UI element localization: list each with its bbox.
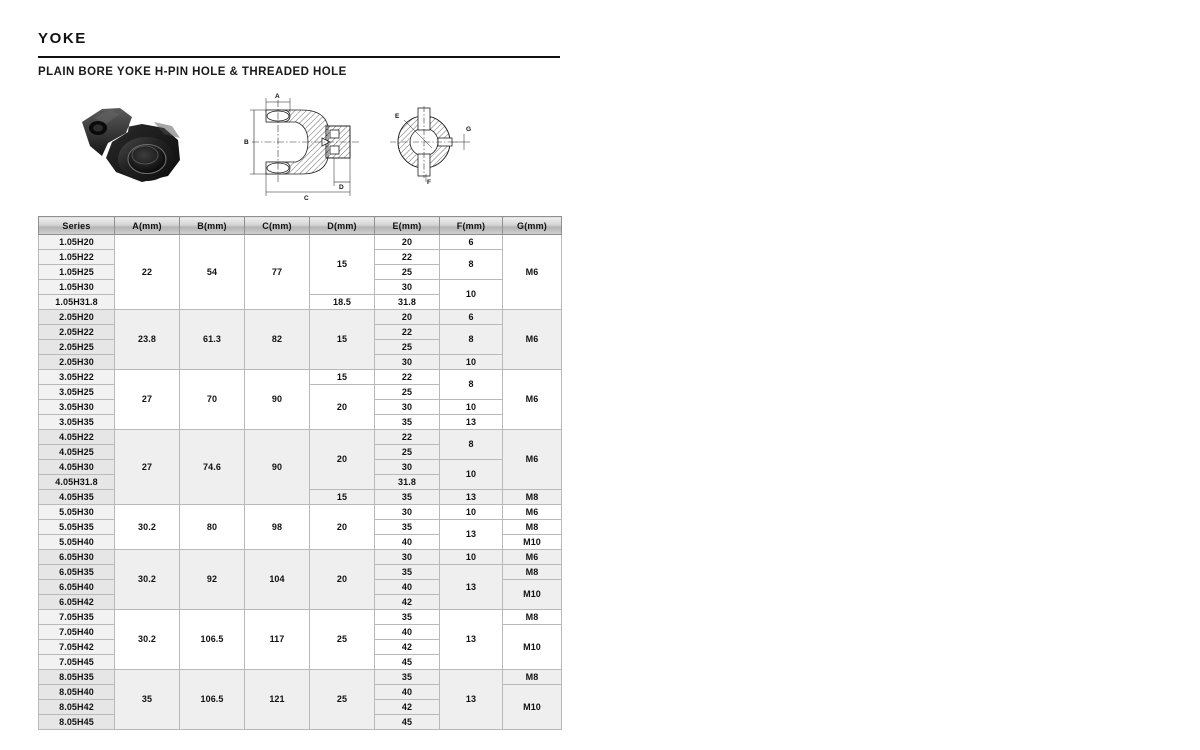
series-cell: 2.05H20 — [39, 310, 115, 325]
cell-g: M8 — [503, 565, 562, 580]
series-cell: 8.05H42 — [39, 700, 115, 715]
column-header-series: Series — [39, 217, 115, 235]
cell-e: 30 — [375, 355, 440, 370]
figure-group — [38, 88, 560, 206]
table-row — [39, 430, 562, 445]
title-divider — [38, 56, 560, 58]
cell-b: 70 — [180, 370, 245, 430]
cell-b: 92 — [180, 550, 245, 610]
cell-e: 40 — [375, 535, 440, 550]
cell-e: 45 — [375, 715, 440, 730]
page-title: YOKE — [38, 30, 87, 47]
cell-e: 31.8 — [375, 475, 440, 490]
series-cell: 2.05H22 — [39, 325, 115, 340]
cell-c: 98 — [245, 505, 310, 550]
series-cell: 1.05H31.8 — [39, 295, 115, 310]
series-cell: 3.05H35 — [39, 415, 115, 430]
cell-f: 13 — [440, 415, 503, 430]
cell-c: 90 — [245, 430, 310, 505]
cell-d: 15 — [310, 490, 375, 505]
series-cell: 4.05H35 — [39, 490, 115, 505]
cell-e: 35 — [375, 490, 440, 505]
cell-f: 10 — [440, 505, 503, 520]
table-row — [39, 370, 562, 385]
cell-d: 15 — [310, 370, 375, 385]
cell-e: 30 — [375, 280, 440, 295]
cell-e: 30 — [375, 400, 440, 415]
series-cell: 6.05H42 — [39, 595, 115, 610]
cell-g: M6 — [503, 310, 562, 370]
column-header-cmm: C(mm) — [245, 217, 310, 235]
cell-e: 35 — [375, 415, 440, 430]
cell-g: M8 — [503, 610, 562, 625]
cell-e: 25 — [375, 340, 440, 355]
cell-d: 15 — [310, 310, 375, 370]
cell-e: 40 — [375, 685, 440, 700]
cell-a: 22 — [115, 235, 180, 310]
cell-e: 25 — [375, 385, 440, 400]
cell-c: 121 — [245, 670, 310, 730]
cell-f: 8 — [440, 430, 503, 460]
cell-e: 20 — [375, 310, 440, 325]
cell-d: 18.5 — [310, 295, 375, 310]
cell-d: 20 — [310, 505, 375, 550]
cell-e: 20 — [375, 235, 440, 250]
cell-d: 25 — [310, 670, 375, 730]
cell-b: 106.5 — [180, 670, 245, 730]
cell-f: 10 — [440, 460, 503, 490]
series-cell: 5.05H40 — [39, 535, 115, 550]
cell-e: 45 — [375, 655, 440, 670]
cell-f: 10 — [440, 355, 503, 370]
series-cell: 2.05H30 — [39, 355, 115, 370]
cell-f: 10 — [440, 280, 503, 310]
cell-a: 30.2 — [115, 550, 180, 610]
cell-e: 42 — [375, 700, 440, 715]
dimension-label-a: A — [275, 93, 280, 100]
cell-g: M10 — [503, 625, 562, 670]
dimension-label-b: B — [244, 139, 249, 146]
specification-table-container — [38, 216, 561, 730]
series-cell: 4.05H25 — [39, 445, 115, 460]
yoke-product-photo — [76, 102, 192, 194]
cell-f: 6 — [440, 310, 503, 325]
yoke-specification-table — [38, 216, 562, 730]
series-cell: 1.05H20 — [39, 235, 115, 250]
table-row — [39, 610, 562, 625]
cell-e: 22 — [375, 250, 440, 265]
cell-a: 30.2 — [115, 610, 180, 670]
cell-e: 40 — [375, 625, 440, 640]
column-header-gmm: G(mm) — [503, 217, 562, 235]
cell-d: 20 — [310, 385, 375, 430]
series-cell: 7.05H40 — [39, 625, 115, 640]
column-header-bmm: B(mm) — [180, 217, 245, 235]
table-row — [39, 505, 562, 520]
cell-b: 80 — [180, 505, 245, 550]
dimension-label-c: C — [304, 195, 309, 202]
cell-e: 22 — [375, 370, 440, 385]
series-cell: 7.05H45 — [39, 655, 115, 670]
series-cell: 1.05H30 — [39, 280, 115, 295]
table-header-row — [39, 217, 562, 235]
cell-e: 35 — [375, 670, 440, 685]
cell-a: 27 — [115, 370, 180, 430]
column-header-dmm: D(mm) — [310, 217, 375, 235]
cell-d: 25 — [310, 610, 375, 670]
series-cell: 6.05H40 — [39, 580, 115, 595]
cell-c: 104 — [245, 550, 310, 610]
cell-e: 22 — [375, 325, 440, 340]
cell-c: 77 — [245, 235, 310, 310]
cell-c: 90 — [245, 370, 310, 430]
table-header — [39, 217, 562, 235]
dimension-label-g: G — [466, 126, 472, 133]
cell-a: 35 — [115, 670, 180, 730]
cell-f: 8 — [440, 370, 503, 400]
yoke-side-section-drawing — [238, 88, 370, 204]
cell-g: M8 — [503, 670, 562, 685]
cell-g: M10 — [503, 580, 562, 610]
series-cell: 3.05H22 — [39, 370, 115, 385]
series-cell: 5.05H30 — [39, 505, 115, 520]
cell-e: 40 — [375, 580, 440, 595]
series-cell: 3.05H25 — [39, 385, 115, 400]
cell-f: 8 — [440, 250, 503, 280]
cell-g: M8 — [503, 490, 562, 505]
cell-e: 31.8 — [375, 295, 440, 310]
cell-f: 13 — [440, 565, 503, 610]
cell-e: 42 — [375, 640, 440, 655]
yoke-end-section-drawing — [382, 98, 480, 186]
cell-f: 10 — [440, 550, 503, 565]
series-cell: 8.05H40 — [39, 685, 115, 700]
table-row — [39, 310, 562, 325]
column-header-emm: E(mm) — [375, 217, 440, 235]
dimension-label-d: D — [339, 184, 344, 191]
cell-f: 13 — [440, 490, 503, 505]
cell-c: 82 — [245, 310, 310, 370]
cell-e: 30 — [375, 505, 440, 520]
cell-d: 20 — [310, 430, 375, 490]
cell-d: 15 — [310, 235, 375, 295]
cell-d: 20 — [310, 550, 375, 610]
series-cell: 3.05H30 — [39, 400, 115, 415]
cell-a: 30.2 — [115, 505, 180, 550]
cell-g: M8 — [503, 520, 562, 535]
cell-g: M6 — [503, 370, 562, 430]
column-header-amm: A(mm) — [115, 217, 180, 235]
table-row — [39, 670, 562, 685]
series-cell: 4.05H22 — [39, 430, 115, 445]
cell-g: M10 — [503, 685, 562, 730]
cell-e: 25 — [375, 265, 440, 280]
column-header-fmm: F(mm) — [440, 217, 503, 235]
table-row — [39, 550, 562, 565]
cell-e: 35 — [375, 565, 440, 580]
cell-f: 8 — [440, 325, 503, 355]
cell-g: M6 — [503, 505, 562, 520]
cell-f: 6 — [440, 235, 503, 250]
series-cell: 4.05H31.8 — [39, 475, 115, 490]
series-cell: 5.05H35 — [39, 520, 115, 535]
series-cell: 6.05H35 — [39, 565, 115, 580]
cell-b: 54 — [180, 235, 245, 310]
cell-g: M10 — [503, 535, 562, 550]
series-cell: 2.05H25 — [39, 340, 115, 355]
cell-g: M6 — [503, 430, 562, 490]
cell-e: 25 — [375, 445, 440, 460]
cell-e: 30 — [375, 460, 440, 475]
cell-e: 42 — [375, 595, 440, 610]
cell-g: M6 — [503, 550, 562, 565]
cell-b: 61.3 — [180, 310, 245, 370]
cell-f: 13 — [440, 610, 503, 670]
series-cell: 6.05H30 — [39, 550, 115, 565]
cell-b: 74.6 — [180, 430, 245, 505]
series-cell: 4.05H30 — [39, 460, 115, 475]
cell-a: 23.8 — [115, 310, 180, 370]
table-row — [39, 235, 562, 250]
page-subtitle: PLAIN BORE YOKE H-PIN HOLE & THREADED HOLE — [38, 66, 347, 78]
cell-e: 30 — [375, 550, 440, 565]
table-body — [39, 235, 562, 730]
series-cell: 7.05H35 — [39, 610, 115, 625]
series-cell: 7.05H42 — [39, 640, 115, 655]
cell-e: 22 — [375, 430, 440, 445]
series-cell: 1.05H25 — [39, 265, 115, 280]
dimension-label-e: E — [395, 113, 400, 120]
cell-f: 10 — [440, 400, 503, 415]
cell-e: 35 — [375, 520, 440, 535]
cell-f: 13 — [440, 670, 503, 730]
cell-c: 117 — [245, 610, 310, 670]
dimension-label-f: F — [427, 179, 431, 186]
cell-e: 35 — [375, 610, 440, 625]
cell-f: 13 — [440, 520, 503, 550]
series-cell: 1.05H22 — [39, 250, 115, 265]
series-cell: 8.05H45 — [39, 715, 115, 730]
series-cell: 8.05H35 — [39, 670, 115, 685]
cell-g: M6 — [503, 235, 562, 310]
cell-b: 106.5 — [180, 610, 245, 670]
cell-a: 27 — [115, 430, 180, 505]
